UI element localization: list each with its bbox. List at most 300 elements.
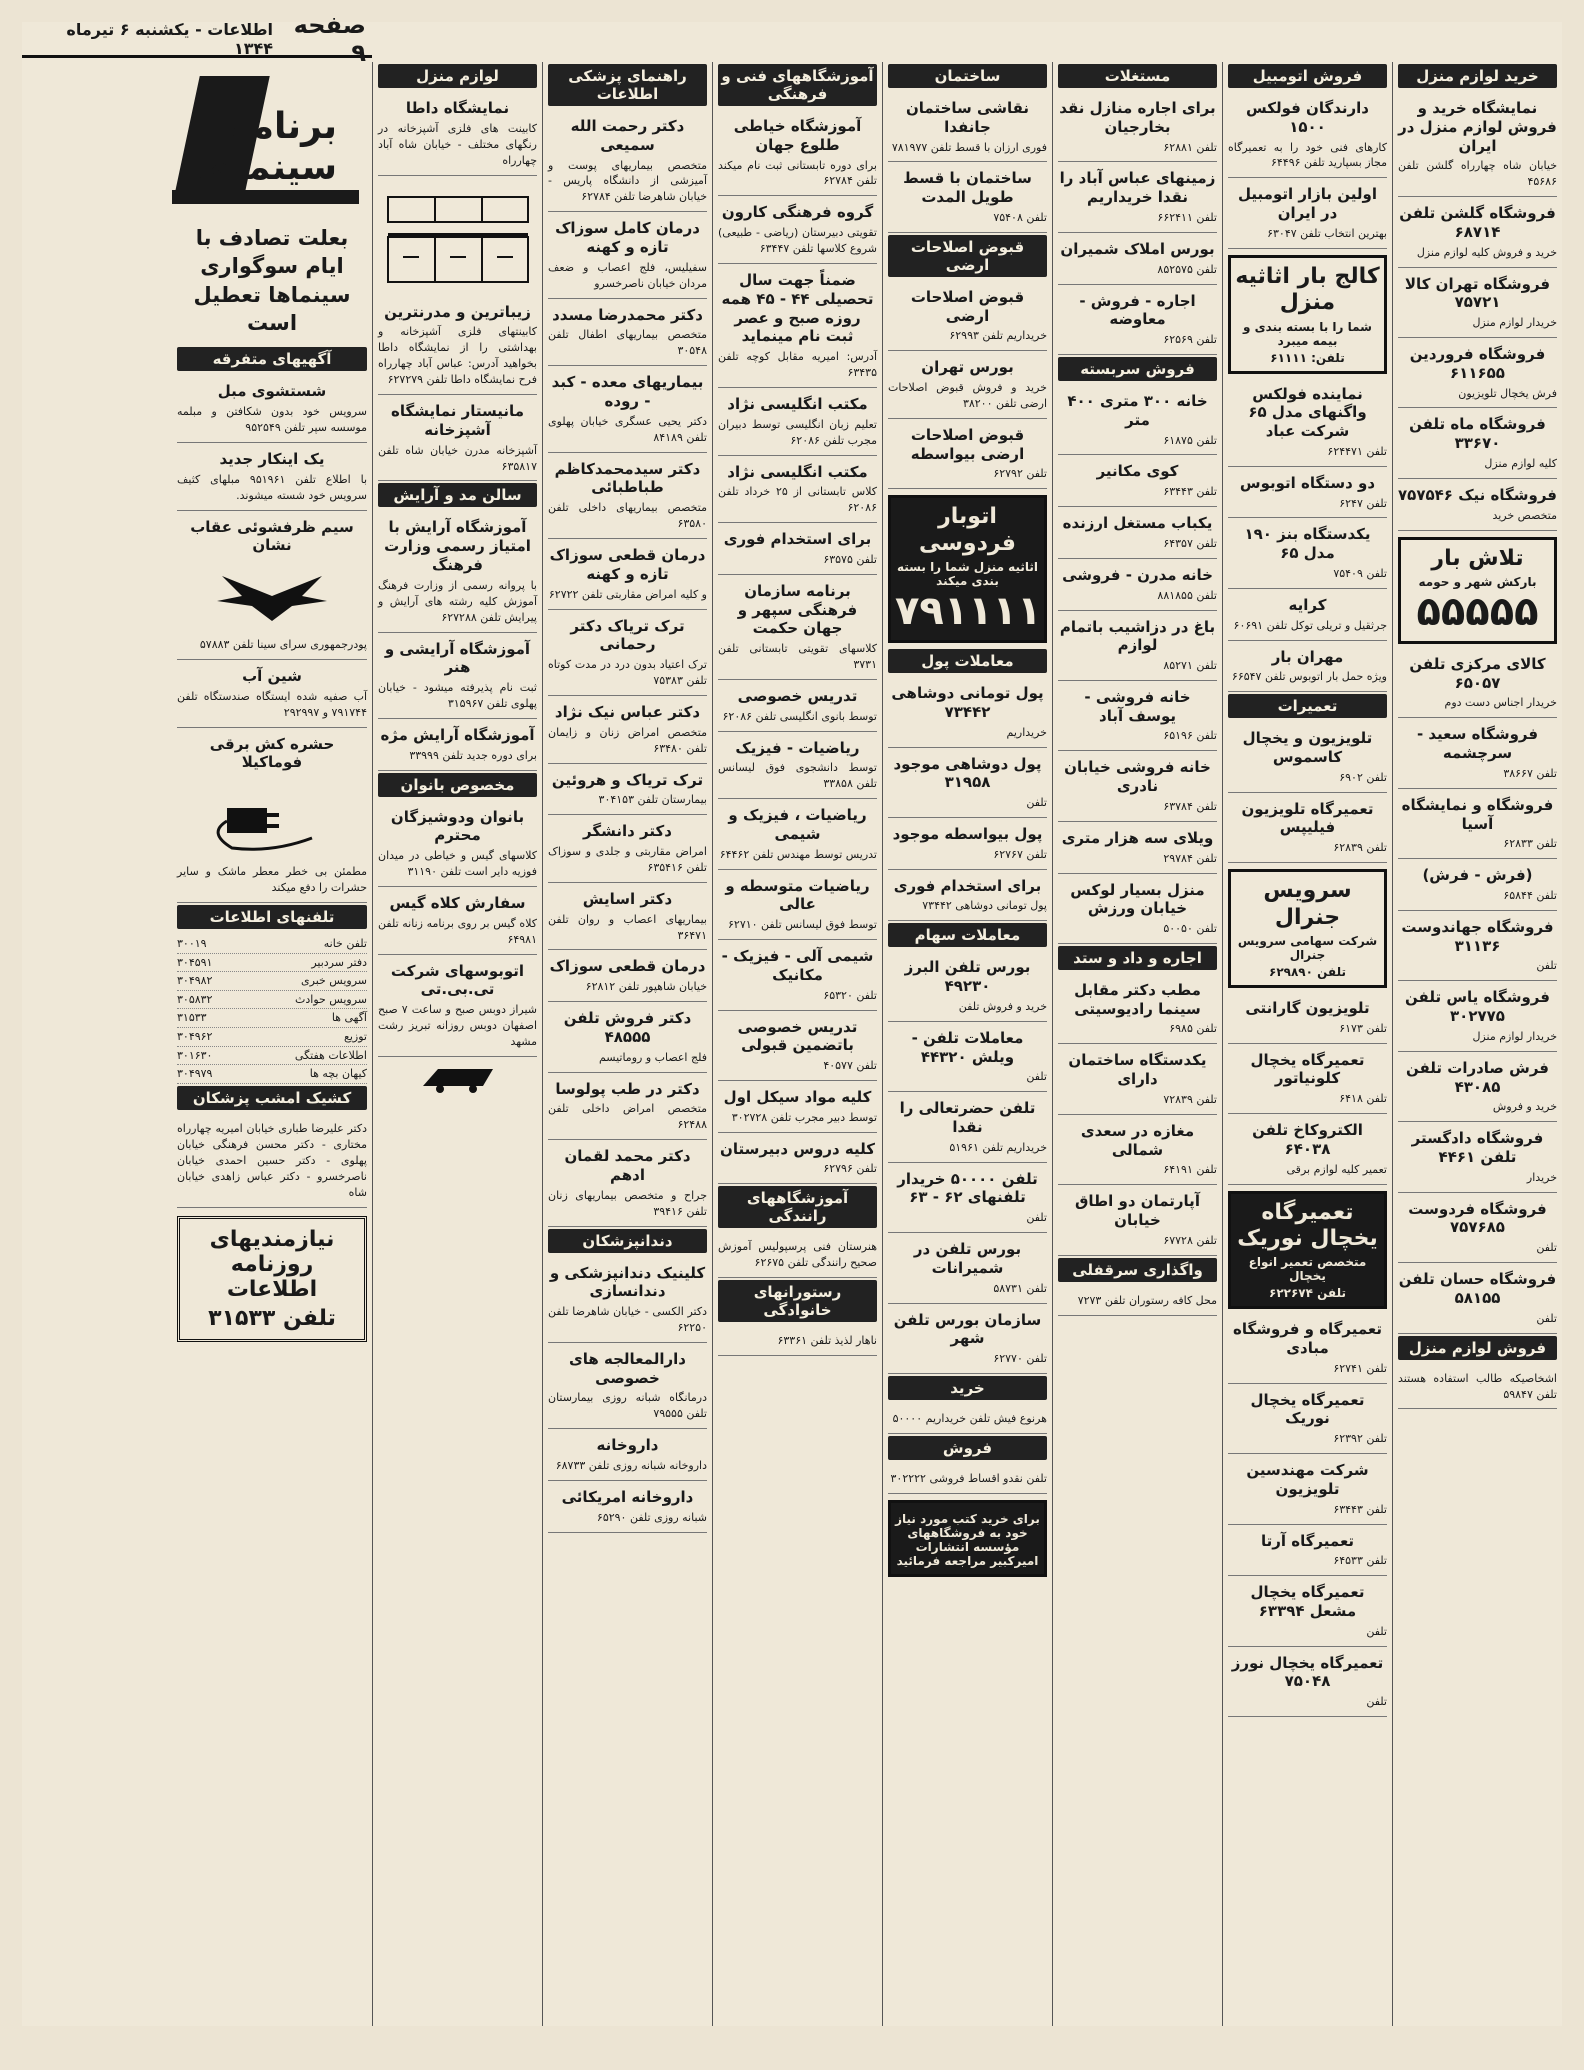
ad-title: یکدستگاه ساختمان دارای (1068, 1051, 1207, 1089)
phone-number: ۳۰۴۹۷۹ (177, 1067, 213, 1081)
ad-text: تلفن (1536, 1311, 1557, 1325)
column-automobile (1222, 62, 1392, 2026)
phone-label: سرویس حوادث (295, 992, 367, 1006)
ad-title: اتوبوسهای شرکت تی.بی.تی (390, 961, 525, 999)
ad-title: تعمیرگاه آرتا (1260, 1531, 1355, 1550)
ad-title: کلینیک دندانپزشکی و دندانسازی (549, 1263, 706, 1301)
classified-ad (548, 1483, 707, 1533)
box-phone: تلفن: ۶۱۱۱۱ (1270, 350, 1345, 365)
box-phone: ۷۹۱۱۱۱ (895, 588, 1042, 635)
classified-ad (177, 730, 367, 903)
ad-title: بورس تهران (921, 358, 1014, 377)
ad-title: باغ در دزاشیب باتمام لوازم (1059, 617, 1216, 655)
classified-ad (1228, 1046, 1387, 1114)
ad-text: خرید و فروش کلیه لوازم منزل (1416, 245, 1557, 259)
classified-ad (378, 721, 537, 771)
cinema-banner (177, 66, 367, 216)
classified-ad (177, 662, 367, 728)
ad-title: تلفن ۵۰۰۰۰ خریدار تلفنهای ۶۲ - ۶۳ (897, 1169, 1038, 1207)
ad-text: تلفن ۶۹۸۵ (1169, 1022, 1217, 1036)
date-line: اطلاعات - یکشنبه ۶ تیرماه ۱۳۴۴ (66, 19, 274, 58)
ad-text: توسط دبیر مجرب تلفن ۳۰۲۷۲۸ (731, 1110, 877, 1124)
classified-ad (1058, 561, 1217, 611)
ad-text: تلفن ۵۸۷۳۱ (993, 1281, 1047, 1295)
ad-title: دکتر رحمت الله سمیعی (570, 117, 685, 154)
classified-ad (888, 953, 1047, 1021)
ad-columns (22, 62, 1562, 2026)
ad-text: تلفن ۳۸۶۶۷ (1503, 766, 1557, 780)
ad-text: هرنوع فیش تلفن خریداریم ۵۰۰۰۰ (892, 1412, 1047, 1426)
classified-ad (1058, 824, 1217, 874)
ad-text: ویژه حمل بار اتوبوس تلفن ۶۶۵۴۷ (1231, 670, 1387, 684)
classified-ad (888, 1024, 1047, 1092)
ad-title: کلیه دروس دبیرستان (720, 1139, 875, 1158)
ad-title: شرکت مهندسین تلویزیون (1246, 1461, 1369, 1498)
box-title: تعمیرگاه یخچال نوریک (1237, 1199, 1378, 1251)
bus-icon (418, 1064, 498, 1094)
ad-text: تلفن ۶۲۸۸۱ (1163, 140, 1217, 154)
ad-title: برای استخدام فوری (893, 876, 1042, 895)
ad-text: متخصص امراض زنان و زایمان تلفن ۶۳۴۸۰ (548, 725, 707, 755)
eagle-illustration (177, 561, 367, 631)
classified-ad (1398, 1054, 1557, 1122)
section-header: خرید لوازم منزل (1398, 64, 1557, 88)
ad-title: مطب دکتر مقابل سینما رادیوسیتی (1074, 980, 1201, 1018)
ad-text: تلفن (1026, 1211, 1047, 1225)
ad-text: خریداریم تلفن ۵۱۹۶۱ (949, 1140, 1047, 1154)
bus-logo (378, 1059, 537, 1099)
kitchen-icon (383, 187, 533, 287)
ad-title: زیباترین و مدرنترین (384, 302, 531, 321)
classified-ad (548, 214, 707, 298)
classifieds-footer-box (177, 1216, 367, 1342)
ad-text: جراح و متخصص بیماریهای زنان تلفن ۳۹۴۱۶ (548, 1188, 707, 1218)
ad-title: دکتر در طب پولوسا (555, 1079, 700, 1098)
section-header: ساختمان (888, 64, 1047, 88)
section-header: فروش اتومبیل (1228, 64, 1387, 88)
ad-title: شین آب (242, 667, 302, 686)
section-header: کشیک امشب پزشکان (177, 1086, 367, 1110)
ad-text: خریداریم (1006, 725, 1047, 739)
ad-text: ناهار لذیذ تلفن ۶۳۳۶۱ (777, 1334, 877, 1348)
classified-ad (548, 1431, 707, 1481)
classified-ad (1058, 976, 1217, 1044)
classified-ad (1228, 591, 1387, 641)
ad-text: تلفن ۶۳۴۴۳ (1333, 1502, 1387, 1516)
classified-ad (1398, 1265, 1557, 1333)
ad-text: دکتر یحیی عسگری خیابان پهلوی تلفن ۸۴۱۸۹ (548, 414, 707, 444)
column-real-estate (1052, 62, 1222, 2026)
ad-title: برای استخدام فوری (723, 530, 872, 549)
section-header: آموزشگاههای رانندگی (718, 1186, 877, 1228)
newspaper-page (22, 10, 1562, 2026)
classified-ad (378, 803, 537, 887)
box-subtitle: اثاثیه منزل شما را بسته بندی میکند (897, 560, 1038, 589)
ad-text: پول تومانی دوشاهی ۷۳۴۴۲ (922, 899, 1047, 913)
classified-ad (718, 872, 877, 940)
classified-ad (888, 1406, 1047, 1434)
ad-text: تلفن ۲۹۷۸۴ (1163, 851, 1217, 865)
ad-text: برای دوره جدید تلفن ۳۳۹۹۹ (409, 748, 537, 762)
ad-text: محل کافه رستوران تلفن ۷۲۷۳ (1077, 1293, 1217, 1307)
ad-list (1398, 94, 1557, 531)
section-header: راهنمای پزشکی اطلاعات (548, 64, 707, 106)
ad-text: تلفن (1366, 1695, 1387, 1709)
classified-ad (718, 198, 877, 264)
ad-title: مهران بار (1271, 647, 1344, 666)
classified-ad (1228, 94, 1387, 178)
cinema-banner-title: برنامه سینماها (196, 106, 337, 188)
classified-ad (1398, 913, 1557, 981)
ad-title: درمان قطعی سوزاک (549, 957, 706, 976)
phone-label: آگهی ها (331, 1011, 367, 1025)
classified-ad (378, 397, 537, 481)
ad-text: درمانگاه شبانه روزی بیمارستان تلفن ۷۹۵۵۵ (548, 1391, 707, 1421)
ad-text: تلفن ۶۵۸۴۴ (1503, 889, 1557, 903)
classified-ad (1058, 164, 1217, 232)
ad-title: خانه فروشی خیابان نادری (1064, 758, 1211, 796)
classified-ad (177, 1116, 367, 1208)
classified-ad (1228, 1315, 1387, 1383)
ad-text: شبانه روزی تلفن ۶۵۲۹۰ (596, 1510, 707, 1524)
ad-title: منزل بسیار لوکس خیابان ورزش (1070, 880, 1205, 918)
ad-text: تلفن ۶۲۸۳۳ (1503, 837, 1557, 851)
classified-ad (1058, 457, 1217, 507)
ad-title: کالای مرکزی تلفن ۶۵۰۵۷ (1409, 654, 1546, 692)
ad-text: تلفن ۶۲۷۴۱ (1333, 1361, 1387, 1375)
box-title: کالج بار اثاثیه منزل (1235, 263, 1380, 316)
ad-title: مغازه در سعدی شمالی (1080, 1121, 1195, 1159)
ad-title: پول تومانی دوشاهی ۷۳۴۴۲ (891, 684, 1044, 721)
classified-ad (718, 1013, 877, 1081)
ad-text: سرویس خود بدون شکافتن و مبلمه موسسه سپر تلفن ۹۵۲۵۴۹ (177, 405, 367, 435)
plug-illustration (177, 778, 367, 858)
classified-ad (1058, 235, 1217, 285)
ad-text: ترک اعتیاد بدون درد در مدت کوتاه تلفن ۷۵۳۸۳ (548, 658, 707, 687)
ad-text: خریدار اجناس دست دوم (1444, 696, 1557, 710)
section-header: فروش لوازم منزل (1398, 1336, 1557, 1360)
ad-text: تلفن ۶۱۷۳ (1339, 1021, 1387, 1035)
ad-text: تلفن ۶۲۴۴۷۱ (1327, 444, 1387, 458)
column-household (1392, 62, 1562, 2026)
ad-title: دکتر دانشگر (583, 822, 672, 841)
ad-title: نمایشگاه داطا (405, 99, 510, 117)
ad-text: کلاس تابستانی از ۲۵ خرداد تلفن ۶۲۰۸۶ (718, 485, 878, 515)
section-header: تلفنهای اطلاعات (177, 905, 367, 929)
phone-directory (177, 935, 367, 1084)
classified-ad (1398, 1124, 1557, 1192)
classified-ad (888, 872, 1047, 922)
ad-title: شیمی آلی - فیزیک - مکانیک (721, 947, 874, 984)
ad-text: تدریس توسط مهندس تلفن ۶۴۴۶۲ (719, 847, 877, 861)
phone-number: ۳۰۴۹۸۲ (177, 974, 213, 988)
ad-text: جرثقیل و تریلی توکل تلفن ۶۰۶۹۱ (1233, 618, 1387, 632)
classified-ad (1058, 683, 1217, 751)
ad-text: تلفن ۶۲۷۹۲ (993, 467, 1047, 481)
boxed-ad-college-bar (1228, 255, 1387, 374)
classified-ad (888, 750, 1047, 818)
ad-title: یکباب مستغل ارزنده (1062, 514, 1213, 533)
classified-ad (1228, 1116, 1387, 1184)
ad-title: نماینده فولکس واگنهای مدل ۶۵ شرکت عباد (1248, 384, 1367, 441)
ad-list (1398, 650, 1557, 1334)
ad-title: دکتر فروش تلفن ۴۸۵۵۵ (563, 1009, 692, 1046)
ad-title: ریاضیات متوسطه و عالی (725, 876, 870, 914)
ad-text: تلفن ۶۳۵۷۵ (823, 552, 877, 566)
ad-text: خیابان شاهپور تلفن ۶۲۸۱۲ (585, 980, 707, 994)
phone-row (177, 954, 367, 973)
classified-ad (1398, 410, 1557, 478)
classified-ad (1398, 861, 1557, 911)
ad-title: دکتر محمدرضا مسدد (552, 305, 703, 324)
classified-ad (888, 164, 1047, 232)
classified-ad (888, 1165, 1047, 1233)
ad-title: ریاضیات ، فیزیک و شیمی (728, 806, 867, 843)
phone-label: دفتر سردبیر (311, 955, 367, 969)
classified-ad (888, 1235, 1047, 1303)
ad-text: تلفن (1026, 1070, 1047, 1084)
ad-title: نقاشی ساختمان جانفدا (905, 99, 1030, 136)
ad-title: فرش صادرات تلفن ۴۳۰۸۵ (1405, 1058, 1550, 1096)
ad-title: معاملات تلفن - ویلش ۴۴۳۲۰ (911, 1028, 1024, 1066)
ad-title: دکتر محمد لقمان ادهم (564, 1147, 691, 1184)
box-subtitle: شما را با بسته بندی و بیمه میبرد (1243, 319, 1372, 348)
phone-label: کیهان بچه ها (309, 1067, 367, 1081)
classified-ad (1058, 1187, 1217, 1255)
classified-ad (1058, 613, 1217, 681)
ad-text: تلفن ۶۹۰۲ (1339, 770, 1387, 784)
ad-title: دکتر اسایش (582, 889, 673, 908)
ad-text: تلفن ۶۷۷۲۸ (1163, 1233, 1217, 1247)
ad-text: کابینت های فلزی آشپزخانه در رنگهای مختلف - خیابان شاه آباد چهارراه (378, 121, 537, 167)
classified-ad (718, 942, 877, 1010)
ad-title: داروخانه (596, 1436, 659, 1455)
ad-title: قبوض اصلاحات ارضی بیواسطه (910, 425, 1025, 463)
ad-title: پول دوشاهی موجود ۳۱۹۵۸ (893, 754, 1042, 792)
ad-title: یک اینکار جدید (219, 450, 325, 468)
phone-row (177, 935, 367, 954)
ad-text: توسط دانشجوی فوق لیسانس تلفن ۳۳۸۵۸ (718, 761, 877, 791)
ad-text: خرید و فروش تلفن (958, 999, 1047, 1013)
section-header: خرید (888, 1376, 1047, 1400)
ad-title: برای اجاره منازل نقد بخارجیان (1059, 99, 1216, 136)
box-title: تلاش بار (1431, 545, 1524, 571)
ad-text: تلفن (1536, 959, 1557, 973)
classified-ad (548, 817, 707, 883)
ad-text: پودرجمهوری سرای سینا تلفن ۵۷۸۸۳ (199, 638, 367, 652)
classified-ad (888, 820, 1047, 870)
ad-title: الکتروکاخ تلفن ۶۴۰۳۸ (1252, 1121, 1363, 1158)
classified-ad (1398, 1195, 1557, 1263)
classified-ad (548, 112, 707, 212)
column-medical (542, 62, 712, 2026)
ad-text: متخصص بیماریهای داخلی تلفن ۶۳۵۸۰ (548, 501, 707, 531)
section-header: آگهیهای متفرقه (177, 347, 367, 371)
classified-ad (1228, 994, 1387, 1044)
ad-title: بورس املاک شمیران (1060, 239, 1215, 258)
ad-title: دارندگان فولکس ۱۵۰۰ (1246, 99, 1369, 136)
classified-ad (1398, 199, 1557, 267)
ad-text: برای دوره تابستانی ثبت نام میکند تلفن ۶۲۷۸۴ (718, 158, 877, 188)
classified-ad (718, 1135, 877, 1185)
phone-label: تلفن خانه (323, 937, 367, 951)
ad-text: خریداریم تلفن ۶۲۹۹۳ (949, 329, 1047, 343)
classified-ad (1058, 94, 1217, 162)
classified-ad (888, 1094, 1047, 1162)
ad-text: دکتر الکسی - خیابان شاهرضا تلفن ۶۲۲۵۰ (548, 1305, 707, 1334)
classified-ad (718, 458, 877, 524)
ad-text: تلفن ۷۵۴۰۹ (1333, 566, 1387, 580)
boxed-ad-ferdowsi-bar (888, 495, 1047, 643)
classified-ad (718, 682, 877, 732)
classified-ad (1398, 791, 1557, 859)
classified-ad (1058, 287, 1217, 355)
ad-text: تقویتی دبیرستان (ریاضی - طبیعی) شروع کلاسها تلفن ۶۳۴۴۷ (718, 226, 877, 256)
ad-text: خریدار (1526, 1170, 1557, 1184)
ad-text: با پروانه رسمی از وزارت فرهنگ آموزش کلیه رشته های آرایش و پیرایش تلفن ۶۲۷۲۸۸ (378, 578, 537, 624)
ad-text: فوری ارزان با قسط تلفن ۷۸۱۹۷۷ (891, 140, 1047, 154)
ad-title: (فرش - فرش) (1422, 866, 1533, 885)
ad-text: تلفن ۴۰۵۷۷ (823, 1059, 877, 1073)
ad-text: تلفن ۶۱۸۷۵ (1163, 433, 1217, 447)
classified-ad (548, 455, 707, 539)
ad-text: تلفن ۵۰۰۵۰ (1163, 922, 1217, 935)
box-subtitle: شرکت سهامی سرویس جنرال (1237, 933, 1378, 962)
ad-text: تلفن ۶۲۳۹۲ (1333, 1432, 1387, 1446)
phone-row (177, 991, 367, 1010)
classified-ad (1228, 1456, 1387, 1524)
phone-row (177, 1009, 367, 1028)
ad-title: آموزشگاه آرایشی و هنر (384, 639, 531, 677)
ad-text: تلفن ۷۲۸۳۹ (1163, 1092, 1217, 1106)
phone-number: ۳۰۵۸۳۲ (177, 992, 213, 1006)
ad-title: تعمیرگاه یخچال کلونیاتور (1250, 1050, 1365, 1088)
ad-title: مکتب انگلیسی نژاد (727, 394, 868, 413)
box-phone: ۵۵۵۵۵ (1416, 588, 1539, 635)
footer-title: نیازمندیهای روزنامه اطلاعات (209, 1226, 335, 1302)
ad-text: تلفن ۶۲۴۷ (1339, 496, 1387, 510)
box-subtitle: متخصص تعمیر انواع یخچال (1248, 1255, 1367, 1284)
classified-ad (1398, 340, 1557, 408)
ad-title: فروشگاه گلشن تلفن ۶۸۷۱۴ (1399, 204, 1556, 241)
classified-ad (718, 1328, 877, 1356)
classified-ad (1228, 643, 1387, 693)
section-header: مخصوص بانوان (378, 773, 537, 797)
classified-ad (1398, 481, 1557, 531)
box-title: اتوبار فردوسی (919, 504, 1016, 556)
ad-title: ریاضیات - فیزیک (735, 738, 860, 757)
column-home-goods (372, 62, 542, 2026)
ad-title: دکتر سیدمحمدکاظم طباطبائی (554, 459, 701, 497)
boxed-ad-norik (1228, 1191, 1387, 1310)
classified-ad (548, 698, 707, 764)
ad-text: تلفن ۷۵۴۰۸ (993, 210, 1047, 224)
section-header: معاملات پول (888, 649, 1047, 673)
classified-ad (718, 801, 877, 869)
phone-row (177, 1028, 367, 1047)
eagle-icon (212, 566, 332, 626)
classified-ad (378, 889, 537, 955)
classified-ad (1058, 1117, 1217, 1185)
section-header: معاملات سهام (888, 923, 1047, 947)
ad-text: داروخانه شبانه روزی تلفن ۶۸۷۳۳ (555, 1459, 707, 1473)
ad-text: خیابان شاه چهارراه گلشن تلفن ۴۵۶۸۶ (1398, 159, 1557, 189)
ad-text: تلفن ۶۲۵۶۹ (1163, 333, 1217, 347)
ad-title: تعمیرگاه یخچال نورز ۷۵۰۴۸ (1231, 1653, 1384, 1691)
section-header: فروش (888, 1436, 1047, 1460)
box-phone: تلفن ۶۲۲۶۷۴ (1269, 1286, 1346, 1301)
classified-ad (1058, 1288, 1217, 1316)
classified-ad (548, 1142, 707, 1226)
ad-title: زمینهای عباس آباد را نقدا خریداریم (1059, 169, 1216, 207)
column-construction (882, 62, 1052, 2026)
classified-ad (718, 266, 877, 388)
ad-title: برنامه سازمان فرهنگی سپهر و جهان حکمت (737, 581, 858, 638)
classified-ad (718, 525, 877, 575)
ad-text: تلفن ۸۸۱۸۵۵ (1157, 588, 1217, 602)
classified-ad (548, 301, 707, 367)
phone-number: ۳۰۴۵۹۱ (177, 955, 213, 969)
ad-text: تلفن ۶۴۵۳۳ (1333, 1554, 1387, 1568)
section-header: قبوض اصلاحات ارضی (888, 235, 1047, 277)
ad-text: تلفن ۶۲۷۷۰ (993, 1352, 1047, 1366)
phone-row (177, 1065, 367, 1084)
column-cinema-misc (172, 62, 372, 2026)
ad-title: تعمیرگاه و فروشگاه مبادی (1232, 1320, 1383, 1358)
ad-title: دو دستگاه اتوبوس (1239, 473, 1376, 492)
ad-title: تدریس خصوصی (737, 686, 858, 705)
ad-title: فروشگاه جهاندوست ۳۱۱۳۶ (1401, 917, 1554, 955)
section-header: واگذاری سرقفلی (1058, 1258, 1217, 1282)
classified-ad (548, 368, 707, 452)
ad-text: آشپزخانه مدرن خیابان شاه تلفن ۶۳۵۸۱۷ (378, 443, 537, 473)
ad-title: آپارتمان دو اطاق خیابان (1075, 1192, 1200, 1229)
ad-title: پول بیواسطه موجود (892, 825, 1043, 844)
ad-text: تلفن ۶۵۱۹۶ (1163, 729, 1217, 743)
ad-text: خرید و فروش (1492, 1100, 1557, 1114)
ad-text: تلفن (1536, 1241, 1557, 1255)
ad-title: فروشگاه سعید - سرچشمه (1416, 725, 1539, 763)
ad-title: یکدستگاه بنز ۱۹۰ مدل ۶۵ (1244, 525, 1371, 563)
ad-title: تعمیرگاه تلویزیون فیلیپس (1241, 799, 1374, 837)
ad-title: مکتب انگلیسی نژاد (727, 462, 868, 481)
ad-title: ترک تریاک و هروئین (551, 770, 704, 789)
ad-title: کلیه مواد سیکل اول (723, 1088, 872, 1106)
ad-text: با اطلاع تلفن ۹۵۱۹۶۱ مبلهای کثیف سرویس خود شسته میشوند. (177, 472, 368, 502)
ad-title: ساختمان با قسط طویل المدت (903, 169, 1032, 207)
classified-ad (1398, 983, 1557, 1051)
section-header: رستورانهای خانوادگی (718, 1280, 877, 1322)
ad-title: ویلای سه هزار متری (1061, 828, 1214, 847)
classified-ad (1228, 180, 1387, 248)
section-header: سالن مد و آرایش (378, 483, 537, 507)
ad-title: سیم ظرفشوئی عقاب نشان (190, 517, 354, 555)
ad-text: شیراز دوبس صبح و ساعت ۷ صبح اصفهان دوبس روزانه تبریز رشت مشهد (378, 1003, 537, 1048)
ad-text: فلج اعصاب و روماتیسم (598, 1050, 707, 1064)
ad-text: تلفن (1026, 796, 1047, 810)
classified-ad (177, 513, 367, 660)
classified-ad (1058, 876, 1217, 944)
ad-title: شستشوی مبل (217, 382, 327, 401)
classified-ad (1228, 1527, 1387, 1577)
ad-text: تلفن ۶۶۲۴۱۱ (1157, 210, 1217, 224)
ad-text: متخصص بیماریهای اطفال تلفن ۳۰۵۴۸ (548, 328, 707, 358)
ad-text: تلفن ۶۴۱۸ (1339, 1092, 1387, 1106)
classified-ad (378, 94, 537, 176)
classified-ad (888, 353, 1047, 419)
column-education (712, 62, 882, 2026)
phone-label: توزیع (344, 1030, 367, 1044)
